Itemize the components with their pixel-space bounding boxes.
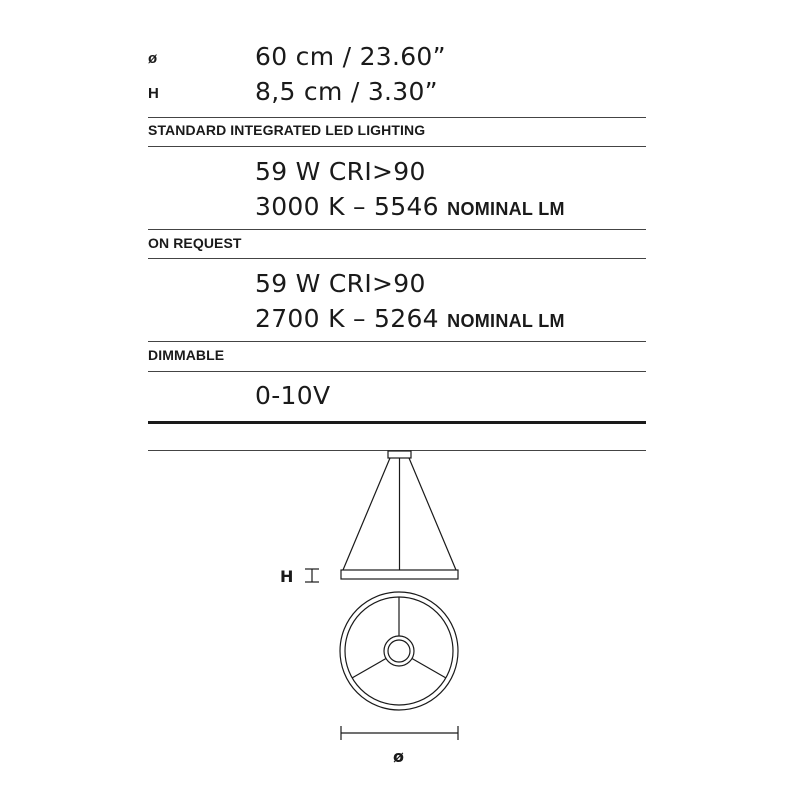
section-title-dimmable: DIMMABLE [148, 347, 225, 363]
standard-power-cri: 59 W CRI>90 [255, 157, 426, 186]
diameter-value: 60 cm / 23.60” [255, 42, 446, 71]
spoke-left [352, 659, 386, 679]
standard-color-lumen-value: 3000 K – 5546 [255, 192, 439, 221]
right-cable [409, 458, 456, 570]
ring-side-view [341, 570, 458, 579]
height-value: 8,5 cm / 3.30” [255, 77, 438, 106]
height-label: H [280, 567, 294, 586]
height-symbol: H [148, 85, 160, 102]
on-request-power-cri: 59 W CRI>90 [255, 269, 426, 298]
diameter-label: ø [393, 747, 404, 766]
section-title-on-request: ON REQUEST [148, 235, 242, 251]
ceiling-canopy [388, 451, 411, 458]
standard-lumen-unit: NOMINAL LM [447, 199, 565, 219]
spoke-right [412, 659, 446, 679]
on-request-color-lumen-value: 2700 K – 5264 [255, 304, 439, 333]
diameter-symbol: ø [148, 50, 158, 67]
on-request-lumen-unit: NOMINAL LM [447, 311, 565, 331]
section-title-standard-led: STANDARD INTEGRATED LED LIGHTING [148, 122, 426, 138]
hub-inner [388, 640, 410, 662]
left-cable [343, 458, 390, 570]
dimmable-value: 0-10V [255, 381, 331, 410]
